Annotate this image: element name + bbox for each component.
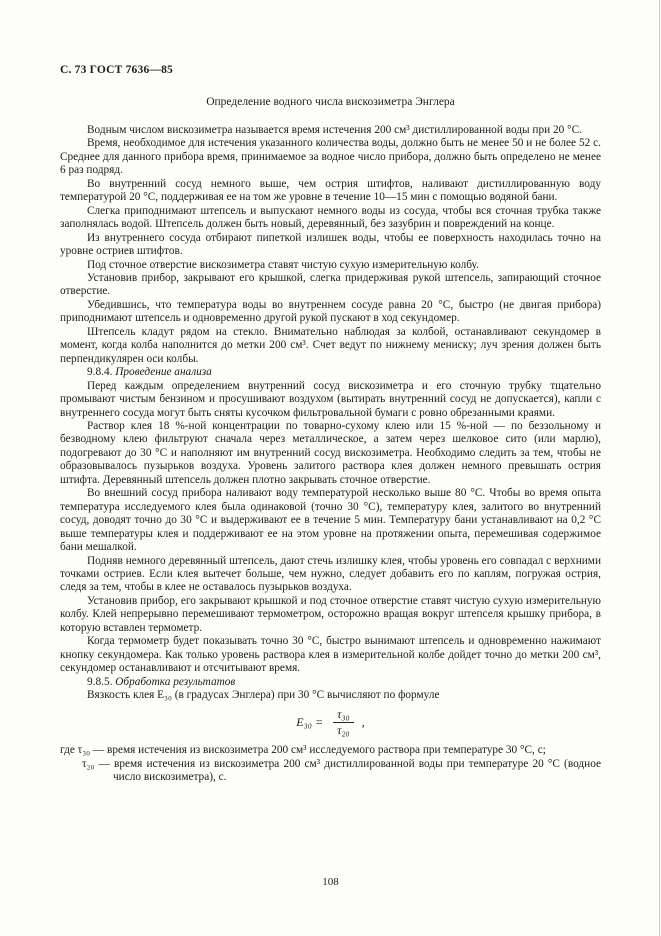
paragraph: Установив прибор, его закрывают крышкой и под сточное отверстие ставят чистую сухую измерительную колбу. Клей непрерывно перемешивают термометром, осторожно вращая вокруг штепселя крышку прибора, в которую вставлен термометр.: [60, 594, 601, 634]
paragraph: Когда термометр будет показывать точно 30 °С, быстро вынимают штепсель и одновременно нажимают кнопку секундомера. Как только уровень раствора клея в измерительной колбе дойдет точно до метки 200 см³, секундомер останавливают и отсчитывают время.: [60, 635, 601, 675]
paragraph: Раствор клея 18 %-ной концентрации по товарно-сухому клею или 15 %-ной — по беззольному и безводному клею фильтруют сначала через металлическое, а затем через шелковое сито (или марлю), подогревают до 30 °С и наполняют им внутренний сосуд вискозиметра. Необходимо следить за тем, чтобы не образовывалось пузырьков воздуха. Уровень залитого раствора клея должен немного превышать острия штифта. Деревянный штепсель должен плотно закрывать сточное отверстие.: [60, 419, 601, 486]
paragraph: Подняв немного деревянный штепсель, дают стечь излишку клея, чтобы уровень его совпадал с верхними точками остриев. Если клея вытечет больше, чем нужно, следует добавить его по каплям, погружая острия, следя за тем, чтобы в клее не оставалось пузырьков воздуха.: [60, 554, 601, 594]
section-heading: [60, 366, 601, 379]
paragraph: Вязкость клея Е₃₀ (в градусах Энглера) при 30 °С вычисляют по формуле: [87, 689, 440, 702]
section-title-text: Проведение анализа: [115, 366, 212, 379]
paragraph: Штепсель кладут рядом на стекло. Внимательно наблюдая за колбой, останавливают секундомер в момент, когда колба наполнится до метки 200 см³. Счет ведут по нижнему мениску; луч зрения должен быть перпендикулярен оси колбы.: [60, 325, 601, 365]
formula-denominator: τ₂₀: [337, 723, 350, 738]
paragraph: где τ₃₀ — время истечения из вискозиметра 200 см³ исследуемого раствора при температуре 30 °С, с;: [60, 744, 546, 757]
paragraph: Убедившись, что температура воды во внутреннем сосуде равна 20 °С, быстро (не двигая прибора) приподнимают штепсель и одновременно другой рукой пускают в ход секундомер.: [60, 298, 601, 325]
section-number: 9.8.4.: [87, 366, 116, 379]
section-heading: [60, 676, 601, 689]
document-title: Определение водного числа вискозиметра Энглера: [206, 96, 455, 108]
paragraph: Установив прибор, закрывают его крышкой, слегка придерживая рукой штепсель, запирающий сточное отверстие.: [60, 271, 601, 298]
formula-lhs: Е₃₀ =: [296, 715, 324, 730]
formula-tail: ,: [361, 715, 365, 730]
formula-fraction: [333, 708, 354, 737]
section-number: 9.8.5.: [87, 675, 116, 688]
paragraph: Перед каждым определением внутренний сосуд вискозиметра и его сточную трубку тщательно промывают чистым бензином и просушивают воздухом (вытирать внутренний сосуд не допускается), капли с внутреннего сосуда могут быть сняты кусочком фильтровальной бумаги с ровно обрезанными краями.: [60, 379, 601, 419]
page-number: 108: [322, 876, 339, 888]
paragraph: τ₂₀ — время истечения из вискозиметра 200 см³ дистиллированной воды при температуре 20 °С (водное число вискозиметра), с.: [82, 757, 601, 784]
formula-block: [60, 702, 601, 744]
paragraph: Время, необходимое для истечения указанного количества воды, должно быть не менее 50 и не более 52 с. Среднее для данного прибора время, принимаемое за водное число прибора, должно быть определено не менее 6 раз подряд.: [60, 137, 601, 177]
paragraph: Под сточное отверстие вискозиметра ставят чистую сухую измерительную колбу.: [87, 258, 479, 271]
formula-numerator: τ₃₀: [333, 708, 354, 723]
section-title-text: Обработка результатов: [115, 675, 236, 688]
page-header: С. 73 ГОСТ 7636—85: [60, 64, 173, 76]
paragraph: Во внутренний сосуд немного выше, чем острия штифтов, наливают дистиллированную воду температурой 20 °С, поддерживая ее на том же уровне в течение 10—15 мин с помощью водяной бани.: [60, 177, 601, 204]
document-body: [60, 124, 601, 785]
paragraph: Слегка приподнимают штепсель и выпускают немного воды из сосуда, чтобы вся сточная трубка также заполнялась водой. Штепсель должен быть новый, деревянный, без зазубрин и повреждений на конце.: [60, 204, 601, 231]
scan-edge-artifact: [659, 0, 660, 936]
paragraph: Водным числом вискозиметра называется время истечения 200 см³ дистиллированной воды при 20 °С.: [87, 124, 582, 136]
paragraph: Из внутреннего сосуда отбирают пипеткой излишек воды, чтобы ее поверхность находилась точно на уровне остриев штифтов.: [60, 231, 601, 258]
paragraph: Во внешний сосуд прибора наливают воду температурой несколько выше 80 °С. Чтобы во время опыта температура исследуемого клея была одинаковой (точно 30 °С), температуру клея, залитого во внутренний сосуд, доводят точно до 30 °С и выдерживают ее в течение 5 мин. Температуру бани устанавливают на 0,2 °С выше температуры клея и поддерживают ее на этом уровне на протяжении опыта, перемешивая содержимое бани мешалкой.: [60, 487, 601, 554]
